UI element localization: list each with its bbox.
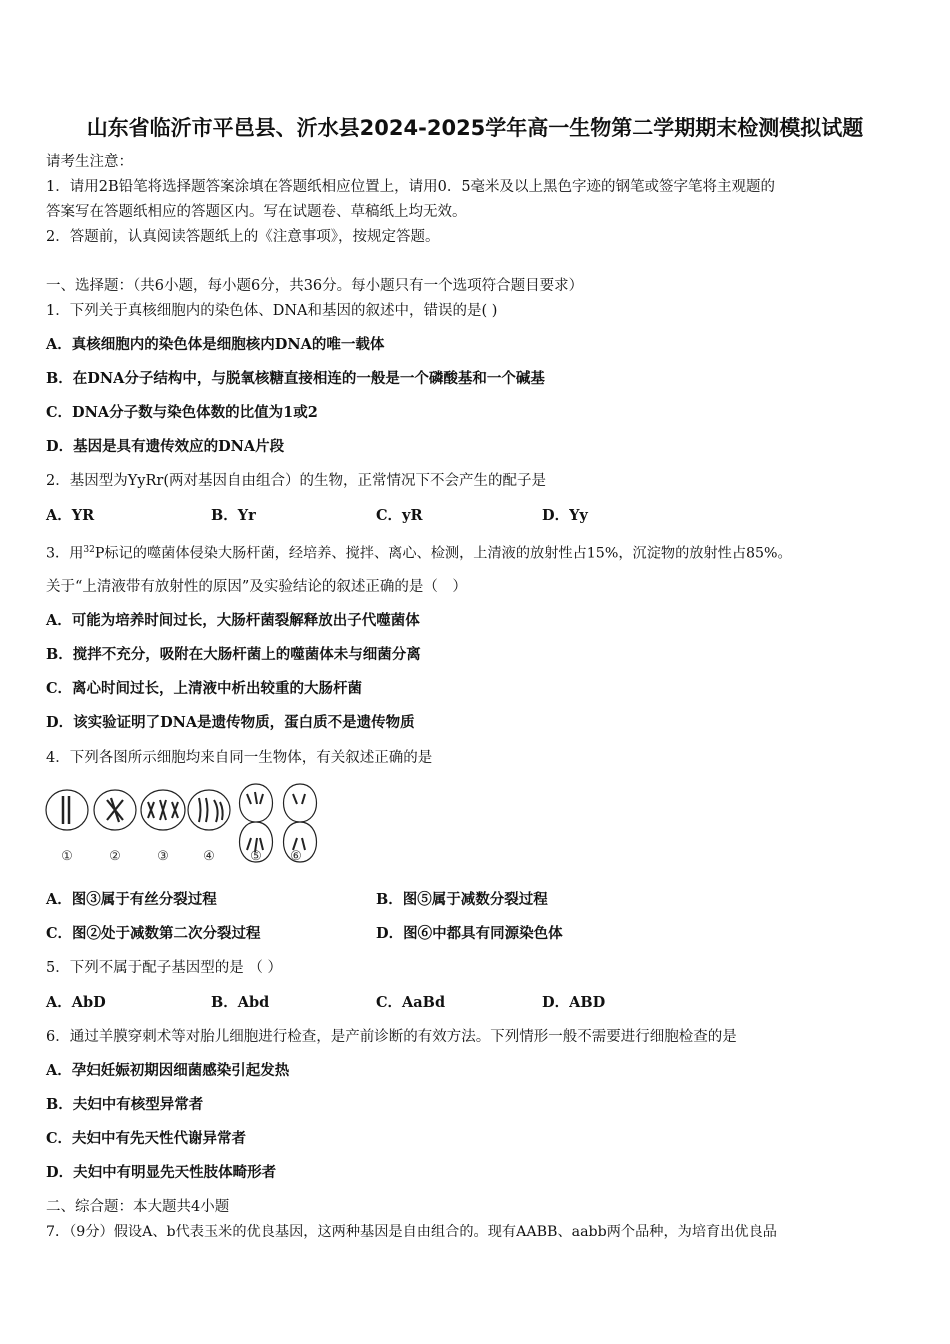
cell-2-chromosomes [107,798,123,822]
q3-stem-sup: 32 [83,545,95,555]
q4-option-b: B．图⑤属于减数分裂过程 [376,891,548,908]
q1-option-b: B．在DNA分子结构中，与脱氧核糖直接相连的一般是一个磷酸基和一个碱基 [46,370,545,387]
q2-option-d: D．Yy [542,507,588,524]
q5-option-d: D．ABD [542,994,606,1011]
q3-option-d: D．该实验证明了DNA是遗传物质，蛋白质不是遗传物质 [46,714,415,731]
q5-option-a: A．AbD [46,994,106,1011]
fig-label-6: ⑥ [290,849,302,864]
q5-stem: 5．下列不属于配子基因型的是 （ ） [46,960,282,976]
notice-heading: 请考生注意： [46,154,133,170]
cell-3-chromosomes [148,800,178,820]
q3-stem-2: 关于“上清液带有放射性的原因”及实验结论的叙述正确的是（ ） [46,579,467,595]
q3-stem [46,540,792,564]
q2-stem: 2．基因型为YyRr(两对基因自由组合）的生物，正常情况下不会产生的配子是 [46,473,546,489]
q4-stem: 4．下列各图所示细胞均来自同一生物体，有关叙述正确的是 [46,750,433,766]
q6-option-a: A．孕妇妊娠初期因细菌感染引起发热 [46,1062,290,1079]
fig-label-4: ④ [203,849,215,864]
q1-stem: 1．下列关于真核细胞内的染色体、DNA和基因的叙述中，错误的是( ) [46,303,498,319]
q3-stem-pre: 3．用 [46,545,84,562]
q3-option-c: C．离心时间过长，上清液中析出较重的大肠杆菌 [46,680,363,697]
fig-label-2: ② [109,849,121,864]
q2-option-c: C．yR [376,507,423,524]
fig-label-5: ⑤ [250,849,262,864]
section-1-heading: 一、选择题：（共6小题，每小题6分，共36分。每小题只有一个选项符合题目要求） [46,278,584,294]
q1-option-a: A．真核细胞内的染色体是细胞核内DNA的唯一载体 [46,336,385,353]
q6-option-d: D．夫妇中有明显先天性肢体畸形者 [46,1164,277,1181]
q4-option-a: A．图③属于有丝分裂过程 [46,891,217,908]
cell-1-outline [46,790,88,830]
q2-option-a: A．YR [46,507,95,524]
fig-label-3: ③ [157,849,169,864]
q1-option-c: C．DNA分子数与染色体数的比值为1或2 [46,404,318,421]
q5-option-c: C．AaBd [376,994,446,1011]
q5-option-b: B．Abd [211,994,270,1011]
q3-stem-post: P标记的噬菌体侵染大肠杆菌，经培养、搅拌、离心、检测，上清液的放射性占15%，沉淀物的放射性占85%。 [94,545,792,562]
notice-item-1b: 答案写在答题纸相应的答题区内。写在试题卷、草稿纸上均无效。 [46,204,467,220]
page-title: 山东省临沂市平邑县、沂水县2024-2025学年高一生物第二学期期末检测模拟试题 [86,116,864,140]
cell-4-chromosomes [199,798,223,822]
notice-item-1a: 1．请用2B铅笔将选择题答案涂填在答题纸相应位置上，请用0．5毫米及以上黑色字迹的钢笔或签字笔将主观题的 [46,179,776,195]
cell-division-figure [44,780,334,870]
q4-option-d: D．图⑥中都具有同源染色体 [376,925,563,942]
q6-stem: 6．通过羊膜穿刺术等对胎儿细胞进行检查，是产前诊断的有效方法。下列情形一般不需要进行细胞检查的是 [46,1029,737,1045]
q2-option-b: B．Yr [211,507,256,524]
q6-option-b: B．夫妇中有核型异常者 [46,1096,204,1113]
q3-option-a: A．可能为培养时间过长，大肠杆菌裂解释放出子代噬菌体 [46,612,420,629]
q6-option-c: C．夫妇中有先天性代谢异常者 [46,1130,247,1147]
section-2-heading: 二、综合题：本大题共4小题 [46,1199,230,1215]
q3-option-b: B．搅拌不充分，吸附在大肠杆菌上的噬菌体未与细菌分离 [46,646,421,663]
cell-4-outline [188,790,230,830]
notice-item-2: 2．答题前，认真阅读答题纸上的《注意事项》，按规定答题。 [46,229,440,245]
q4-option-c: C．图②处于减数第二次分裂过程 [46,925,261,942]
fig-label-1: ① [61,849,73,864]
q7-stem: 7．（9分）假设A、b代表玉米的优良基因，这两种基因是自由组合的。现有AABB、aabb两个品种，为培育出优良品 [46,1224,777,1240]
q1-option-d: D．基因是具有遗传效应的DNA片段 [46,438,285,455]
cell-1-chromosomes [63,796,69,824]
